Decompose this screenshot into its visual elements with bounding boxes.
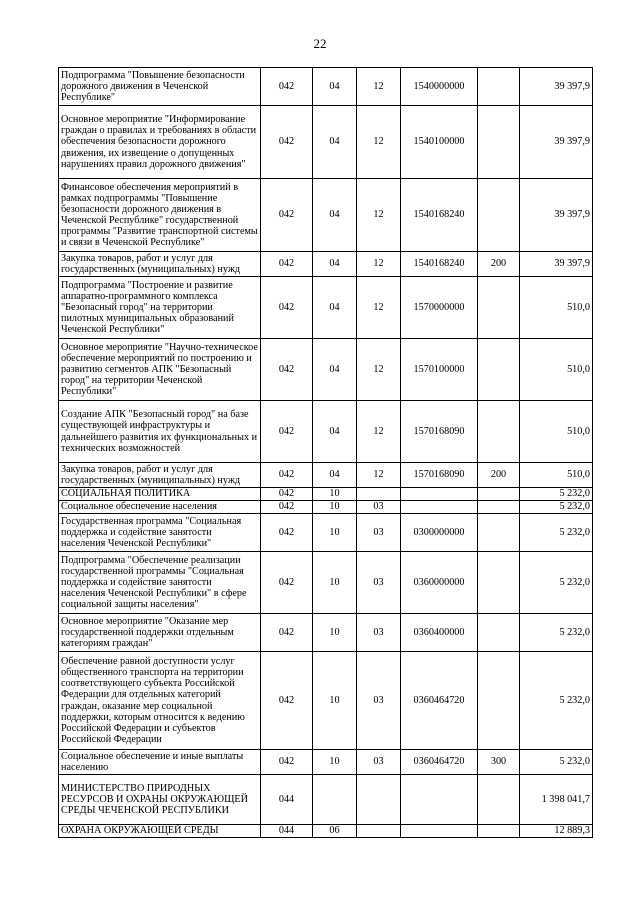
cell-expense-type — [478, 339, 520, 401]
cell-section: 10 — [313, 652, 357, 750]
cell-name: Подпрограмма "Повышение безопасности дорожного движения в Чеченской Республике" — [59, 68, 261, 106]
cell-name: Социальное обеспечение и иные выплаты населению — [59, 750, 261, 775]
cell-ministry-code: 042 — [261, 179, 313, 252]
cell-ministry-code: 042 — [261, 501, 313, 514]
table-row — [59, 252, 593, 277]
cell-name: Основное мероприятие "Научно-техническое обеспечение мероприятий по построению и развитию сегментов АПК "Безопасный город" на территории Чеченской Республики" — [59, 339, 261, 401]
cell-ministry-code: 042 — [261, 463, 313, 488]
cell-amount: 5 232,0 — [520, 514, 593, 552]
cell-name: Создание АПК "Безопасный город" на базе существующей инфраструктуры и дальнейшего развития их функциональных и технических возможностей — [59, 401, 261, 463]
table-row — [59, 463, 593, 488]
table-row — [59, 179, 593, 252]
cell-section: 04 — [313, 106, 357, 179]
budget-table — [58, 67, 593, 838]
cell-subsection: 03 — [357, 614, 401, 652]
cell-name: Социальное обеспечение населения — [59, 501, 261, 514]
cell-name: Государственная программа "Социальная поддержка и содействие занятости населения Чеченской Республики" — [59, 514, 261, 552]
cell-section: 10 — [313, 514, 357, 552]
cell-expense-type — [478, 277, 520, 339]
cell-expense-type — [478, 106, 520, 179]
cell-amount: 39 397,9 — [520, 68, 593, 106]
cell-section: 10 — [313, 614, 357, 652]
cell-expense-type — [478, 775, 520, 825]
cell-amount: 5 232,0 — [520, 488, 593, 501]
cell-subsection: 12 — [357, 463, 401, 488]
cell-name: Закупка товаров, работ и услуг для государственных (муниципальных) нужд — [59, 463, 261, 488]
table-row — [59, 277, 593, 339]
cell-target-article: 1570168090 — [401, 463, 478, 488]
table-row — [59, 775, 593, 825]
cell-expense-type — [478, 488, 520, 501]
cell-amount: 5 232,0 — [520, 750, 593, 775]
table-row — [59, 401, 593, 463]
budget-table-body — [59, 68, 593, 838]
cell-target-article: 0360464720 — [401, 750, 478, 775]
table-row — [59, 106, 593, 179]
cell-target-article — [401, 488, 478, 501]
cell-amount: 5 232,0 — [520, 501, 593, 514]
cell-name: МИНИСТЕРСТВО ПРИРОДНЫХ РЕСУРСОВ И ОХРАНЫ ОКРУЖАЮЩЕЙ СРЕДЫ ЧЕЧЕНСКОЙ РЕСПУБЛИКИ — [59, 775, 261, 825]
cell-amount: 510,0 — [520, 401, 593, 463]
cell-subsection: 12 — [357, 401, 401, 463]
table-row — [59, 339, 593, 401]
table-row — [59, 501, 593, 514]
cell-subsection: 12 — [357, 179, 401, 252]
cell-subsection: 12 — [357, 339, 401, 401]
cell-subsection — [357, 825, 401, 838]
cell-amount: 39 397,9 — [520, 252, 593, 277]
cell-target-article — [401, 501, 478, 514]
table-row — [59, 652, 593, 750]
cell-section: 04 — [313, 401, 357, 463]
cell-amount: 510,0 — [520, 339, 593, 401]
cell-ministry-code: 042 — [261, 277, 313, 339]
cell-ministry-code: 042 — [261, 614, 313, 652]
cell-section: 04 — [313, 277, 357, 339]
cell-name: Основное мероприятие "Информирование граждан о правилах и требованиях в области обеспечения безопасности дорожного движения, их извещение о допущенных нарушениях правил дорожного движения" — [59, 106, 261, 179]
cell-section: 10 — [313, 501, 357, 514]
cell-ministry-code: 044 — [261, 825, 313, 838]
cell-subsection — [357, 488, 401, 501]
cell-ministry-code: 042 — [261, 68, 313, 106]
cell-subsection: 03 — [357, 552, 401, 614]
cell-ministry-code: 042 — [261, 252, 313, 277]
cell-amount: 39 397,9 — [520, 106, 593, 179]
cell-amount: 5 232,0 — [520, 614, 593, 652]
cell-ministry-code: 042 — [261, 552, 313, 614]
cell-section: 04 — [313, 463, 357, 488]
cell-name: Финансовое обеспечения мероприятий в рамках подпрограммы "Повышение безопасности дорожного движения в Чеченской Республике" государственной программы "Развитие транспортной системы и связи в Чеченской Республике" — [59, 179, 261, 252]
cell-ministry-code: 042 — [261, 750, 313, 775]
cell-expense-type — [478, 501, 520, 514]
cell-section: 04 — [313, 68, 357, 106]
cell-section: 10 — [313, 552, 357, 614]
cell-section: 04 — [313, 179, 357, 252]
cell-target-article: 1540168240 — [401, 252, 478, 277]
cell-ministry-code: 042 — [261, 401, 313, 463]
table-row — [59, 552, 593, 614]
table-row — [59, 488, 593, 501]
cell-section: 04 — [313, 252, 357, 277]
cell-subsection: 03 — [357, 750, 401, 775]
cell-name: Закупка товаров, работ и услуг для государственных (муниципальных) нужд — [59, 252, 261, 277]
table-row — [59, 514, 593, 552]
cell-name: ОХРАНА ОКРУЖАЮЩЕЙ СРЕДЫ — [59, 825, 261, 838]
cell-target-article: 0300000000 — [401, 514, 478, 552]
cell-target-article: 0360000000 — [401, 552, 478, 614]
cell-target-article: 1540100000 — [401, 106, 478, 179]
cell-amount: 510,0 — [520, 463, 593, 488]
cell-expense-type: 300 — [478, 750, 520, 775]
cell-subsection: 03 — [357, 501, 401, 514]
cell-expense-type — [478, 614, 520, 652]
cell-name: Основное мероприятие "Оказание мер государственной поддержки отдельным категориям граждан" — [59, 614, 261, 652]
cell-target-article: 1570100000 — [401, 339, 478, 401]
cell-target-article: 0360400000 — [401, 614, 478, 652]
cell-subsection: 12 — [357, 277, 401, 339]
cell-section: 06 — [313, 825, 357, 838]
cell-expense-type — [478, 401, 520, 463]
cell-subsection: 03 — [357, 652, 401, 750]
cell-amount: 39 397,9 — [520, 179, 593, 252]
cell-target-article — [401, 775, 478, 825]
cell-section: 10 — [313, 750, 357, 775]
table-row — [59, 750, 593, 775]
cell-section — [313, 775, 357, 825]
cell-expense-type — [478, 514, 520, 552]
cell-subsection: 12 — [357, 252, 401, 277]
cell-amount: 5 232,0 — [520, 552, 593, 614]
cell-ministry-code: 042 — [261, 514, 313, 552]
cell-ministry-code: 044 — [261, 775, 313, 825]
table-row — [59, 825, 593, 838]
cell-expense-type — [478, 179, 520, 252]
cell-expense-type — [478, 652, 520, 750]
cell-subsection: 12 — [357, 68, 401, 106]
cell-target-article: 1570168090 — [401, 401, 478, 463]
cell-section: 10 — [313, 488, 357, 501]
cell-expense-type: 200 — [478, 463, 520, 488]
cell-amount: 12 889,3 — [520, 825, 593, 838]
cell-expense-type — [478, 68, 520, 106]
cell-expense-type — [478, 825, 520, 838]
cell-amount: 1 398 041,7 — [520, 775, 593, 825]
cell-expense-type: 200 — [478, 252, 520, 277]
cell-target-article: 1570000000 — [401, 277, 478, 339]
cell-target-article: 1540168240 — [401, 179, 478, 252]
cell-name: Подпрограмма "Построение и развитие аппаратно-программного комплекса "Безопасный город" на территории пилотных муниципальных образований Чеченской Республики" — [59, 277, 261, 339]
cell-amount: 510,0 — [520, 277, 593, 339]
cell-ministry-code: 042 — [261, 106, 313, 179]
cell-subsection: 12 — [357, 106, 401, 179]
page-number: 22 — [313, 36, 327, 51]
table-row — [59, 614, 593, 652]
cell-section: 04 — [313, 339, 357, 401]
cell-name: Обеспечение равной доступности услуг общественного транспорта на территории соответствующего субъекта Российской Федерации для отдельных категорий граждан, оказание мер социальной поддержки, которым относится к ведению Российской Федерации и субъектов Российской Федерации — [59, 652, 261, 750]
cell-name: СОЦИАЛЬНАЯ ПОЛИТИКА — [59, 488, 261, 501]
cell-expense-type — [478, 552, 520, 614]
cell-target-article: 1540000000 — [401, 68, 478, 106]
cell-subsection — [357, 775, 401, 825]
cell-ministry-code: 042 — [261, 652, 313, 750]
table-row — [59, 68, 593, 106]
cell-name: Подпрограмма "Обеспечение реализации государственной программы "Социальная поддержка и содействие занятости населения Чеченской Республики" в сфере социальной защиты населения" — [59, 552, 261, 614]
cell-ministry-code: 042 — [261, 488, 313, 501]
cell-amount: 5 232,0 — [520, 652, 593, 750]
cell-target-article: 0360464720 — [401, 652, 478, 750]
cell-target-article — [401, 825, 478, 838]
cell-subsection: 03 — [357, 514, 401, 552]
cell-ministry-code: 042 — [261, 339, 313, 401]
